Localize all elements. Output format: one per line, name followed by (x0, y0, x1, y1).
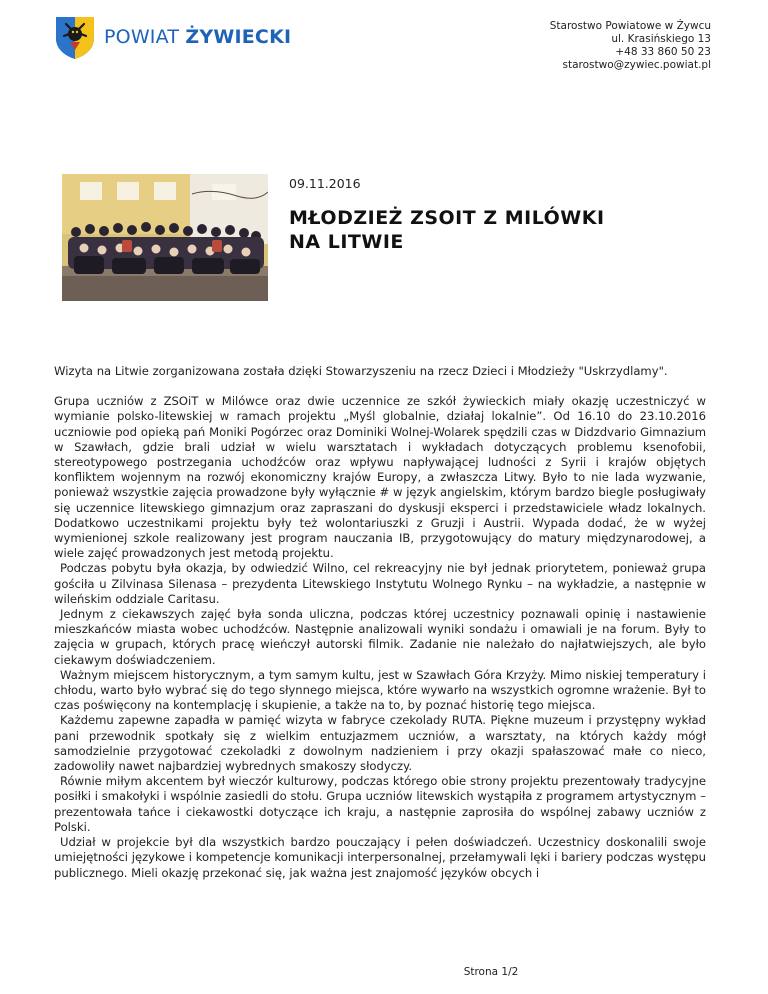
paragraph-4: Ważnym miejscem historycznym, a tym samym kultu, jest w Szawłach Góra Krzyży. Mimo niskiej temperatury i chłodu, warto było wybrać się do tego słynnego miejsca, które wywarło na wszystkich ogromne wrażenie. Był to czas poświęcony na kontemplację i skupienie, a także na to, by poznać historię tego miejsca. (54, 667, 706, 713)
coat-of-arms-icon (54, 14, 96, 60)
paragraph-2: Podczas pobytu była okazja, by odwiedzić Wilno, cel rekreacyjny nie był jednak priorytetem, ponieważ grupa gościła u Zilvinasa Silenasa – prezydenta Litewskiego Instytutu Wolnego Rynku – na wykładzie, a następnie w wileńskim oddziale Caritasu. (54, 561, 706, 606)
office-address (550, 20, 711, 72)
group-photo (62, 174, 268, 301)
address-line-street: ul. Krasińskiego 13 (611, 33, 711, 45)
paragraph-1-text-a: Grupa uczniów z ZSOiT w Milówce oraz dwie uczennice ze szkół żywieckich miały okazję uczestniczyć w wymianie polsko-litewskiej w ramach projektu „Myśl globalnie, działaj lokalnie”. Od 16.10 do 23.10.2016 uczniowie pod opieką pań Moniki Pogórzec oraz Dominiki Wolnej-Wolarek spędzili czas w Didzdvario Gimnazium w Szawłach, gdzie brali udział w wielu warsztatach i wykładach dotyczących problemu ksenofobii, stereotypowego postrzegania uchodźców oraz wpływu napływającej ludności z Syrii i krajów objętych konfliktem wojennym na rozwój ekonomiczny krajów Europy, a zwłaszcza Litwy. Było to nie lada wyzwanie, ponieważ wszystkie zajęcia prowadzone były wyłącznie # (54, 394, 706, 500)
article-body (54, 364, 706, 881)
paragraph-6: Równie miłym akcentem był wieczór kulturowy, podczas którego obie strony projektu prezentowały tradycyjne posiłki i smakołyki i wspólnie zasiedli do stołu. Grupa uczniów litewskich wystąpiła z programem artystycznym – prezentowała tańce i ciekawostki dotyczące ich kraju, a następnie zaprosiła do wspólnej zabawy uczniów z Polski. (54, 774, 706, 834)
article-date: 09.11.2016 (289, 176, 361, 191)
paragraph-1 (54, 394, 706, 561)
logo-word-powiat: POWIAT (104, 25, 180, 48)
address-line-office: Starostwo Powiatowe w Żywcu (549, 20, 711, 32)
address-line-phone: +48 33 860 50 23 (615, 46, 711, 58)
paragraph-3: Jednym z ciekawszych zajęć była sonda uliczna, podczas której uczestnicy poznawali opinię i nastawienie mieszkańców miasta wobec uchodźców. Następnie analizowali wyniki sondażu i omawiali je na forum. Były to zajęcia w grupach, których pracę wieńczył autorski filmik. Zadanie nie należało do najłatwiejszych, ale było ciekawym doświadczeniem. (54, 607, 706, 667)
address-line-email[interactable]: starostwo@zywiec.powiat.pl (562, 59, 711, 71)
group-photo-image (62, 174, 268, 301)
paragraph-1-overflow: w język (392, 485, 437, 500)
page-number: Strona 1/2 (463, 966, 519, 978)
article-title: MŁODZIEŻ ZSOIT Z MILÓWKI NA LITWIE (289, 207, 605, 253)
article-intro: Wizyta na Litwie zorganizowana została dzięki Stowarzyszeniu na rzecz Dzieci i Młodzieży "Uskrzydlamy". (54, 364, 668, 378)
logo-wordmark (104, 25, 292, 48)
powiat-logo[interactable] (54, 14, 291, 60)
page-footer (0, 966, 768, 978)
logo-word-zywiecki: ŻYWIECKI (185, 25, 292, 48)
paragraph-1-text-b: angielskim, którym bardzo biegle posługiwały się uczennice litewskiego gimnazjum oraz zapraszani do dyskusji eksperci i przedstawiciele władz lokalnych. Dodatkowo uczestnikami projektu były też wolontariuszki z Gruzji i Austrii. Wypada dodać, że w wyżej wymienionej szkole realizowany jest program nauczania IB, przygotowujący do matury międzynarodowej, a wiele zajęć prowadzonych jest metodą projektu. (54, 485, 707, 561)
paragraph-7: Udział w projekcie był dla wszystkich bardzo pouczający i pełen doświadczeń. Uczestnicy doskonalili swoje umiejętności językowe i kompetencje komunikacji interpersonalnej, przełamywali lęki i bariery podczas występu publicznego. Mieli okazję przekonać się, jak ważna jest znajomość języków obcych i (54, 835, 706, 880)
paragraph-5: Każdemu zapewne zapadła w pamięć wizyta w fabryce czekolady RUTA. Piękne muzeum i przystępny wykład pani przewodnik spotkały się z wielkim entuzjazmem uczniów, a warsztaty, na których każdy mógł samodzielnie przygotować czekoladki z dowolnym nadzieniem i przy okazji spałaszować małe co nieco, zadowoliły nawet najbardziej wybrednych smakoszy słodyczy. (54, 713, 706, 774)
